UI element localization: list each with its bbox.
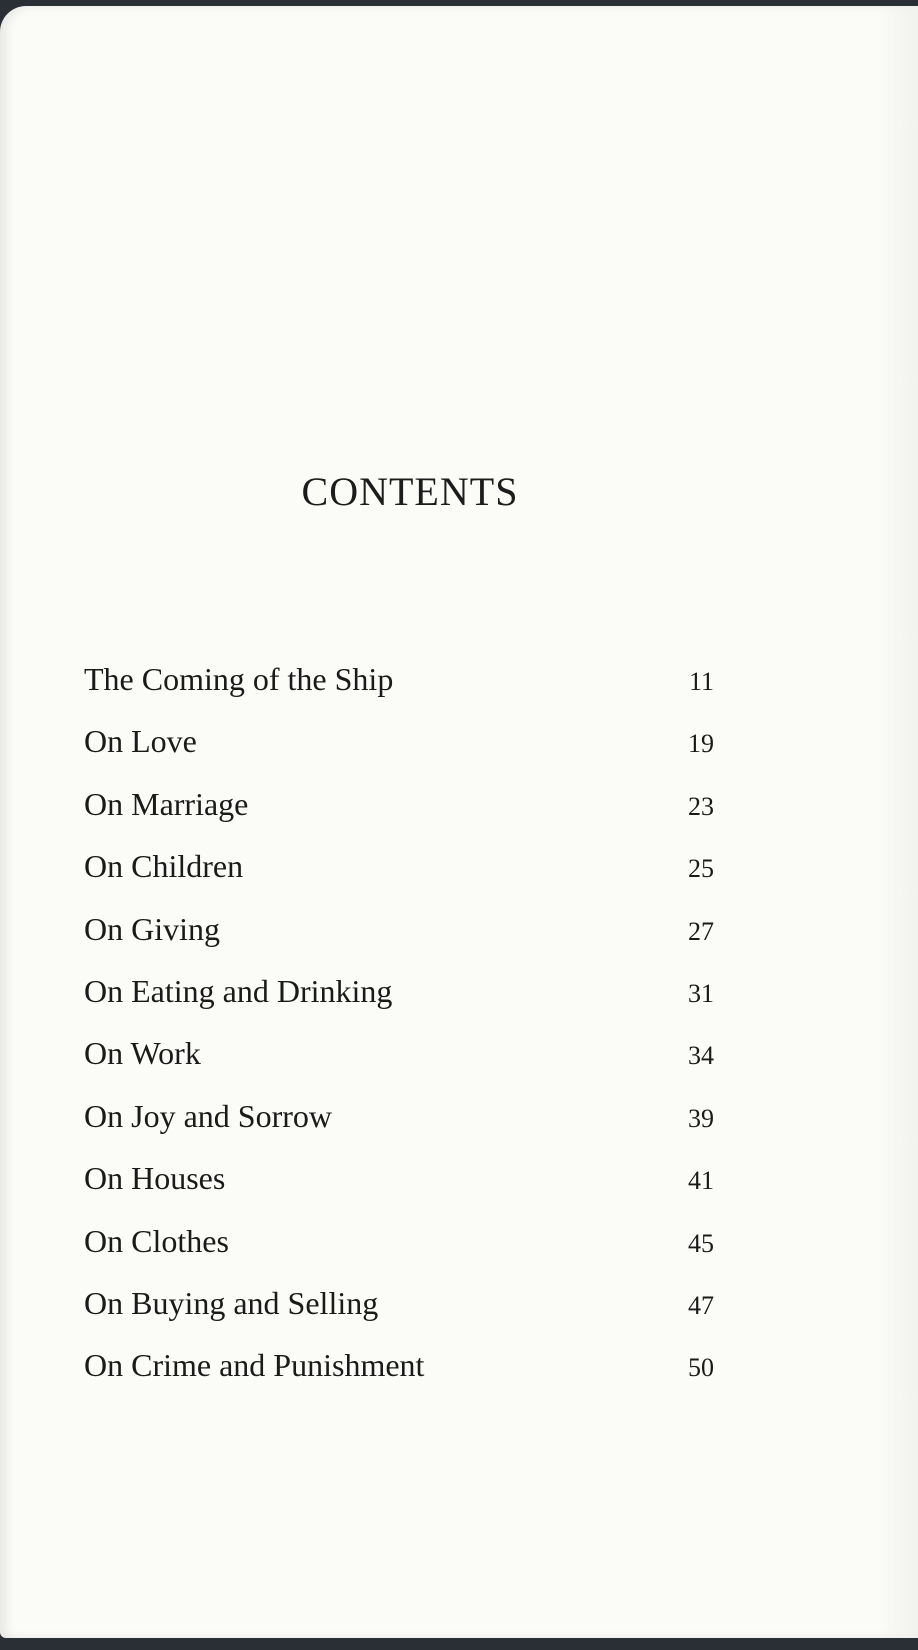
toc-entry: [84, 1035, 714, 1097]
toc-entry: [84, 1285, 714, 1347]
toc-entry: [84, 1347, 714, 1409]
toc-entry-title: The Coming of the Ship: [84, 661, 394, 697]
toc-entry-page: 19: [688, 729, 714, 759]
toc-entry-page: 50: [688, 1353, 714, 1383]
toc-entry-page: 47: [688, 1290, 714, 1320]
toc-entry-title: On Marriage: [84, 785, 249, 822]
toc-entry-page: 11: [688, 667, 714, 696]
toc-entry-title: On Joy and Sorrow: [84, 1097, 332, 1134]
toc-entry-title: On Children: [84, 848, 244, 885]
page-edge: [878, 6, 918, 1638]
toc-entry: [84, 911, 714, 973]
toc-entry-page: 34: [688, 1041, 714, 1071]
toc-entry-page: 45: [688, 1228, 714, 1258]
toc-entry-title: On Work: [84, 1035, 201, 1072]
toc-entry: [84, 1160, 714, 1222]
table-of-contents: [84, 661, 714, 1410]
toc-entry: [84, 786, 714, 848]
contents-heading: CONTENTS: [301, 469, 519, 514]
toc-entry: [84, 1223, 714, 1285]
page-bottom-edge: [0, 1638, 918, 1650]
toc-entry-title: On Buying and Selling: [84, 1284, 379, 1321]
toc-entry: [84, 848, 714, 910]
toc-entry-page: 27: [688, 916, 714, 946]
toc-entry-page: 25: [688, 854, 714, 884]
toc-entry-title: On Love: [84, 723, 197, 760]
toc-entry-page: 39: [688, 1103, 714, 1133]
toc-entry-title: On Clothes: [84, 1222, 229, 1259]
toc-entry-title: On Crime and Punishment: [84, 1347, 425, 1384]
toc-entry-title: On Houses: [84, 1160, 226, 1197]
toc-entry-title: On Giving: [84, 910, 220, 947]
toc-entry-page: 23: [688, 791, 714, 821]
toc-entry-title: On Eating and Drinking: [84, 972, 393, 1009]
book-page: [0, 6, 918, 1638]
toc-entry: [84, 723, 714, 785]
toc-entry-page: 31: [688, 978, 714, 1008]
toc-entry: [84, 973, 714, 1035]
toc-entry: [84, 1098, 714, 1160]
toc-entry-page: 41: [688, 1166, 714, 1196]
toc-entry: [84, 661, 714, 723]
